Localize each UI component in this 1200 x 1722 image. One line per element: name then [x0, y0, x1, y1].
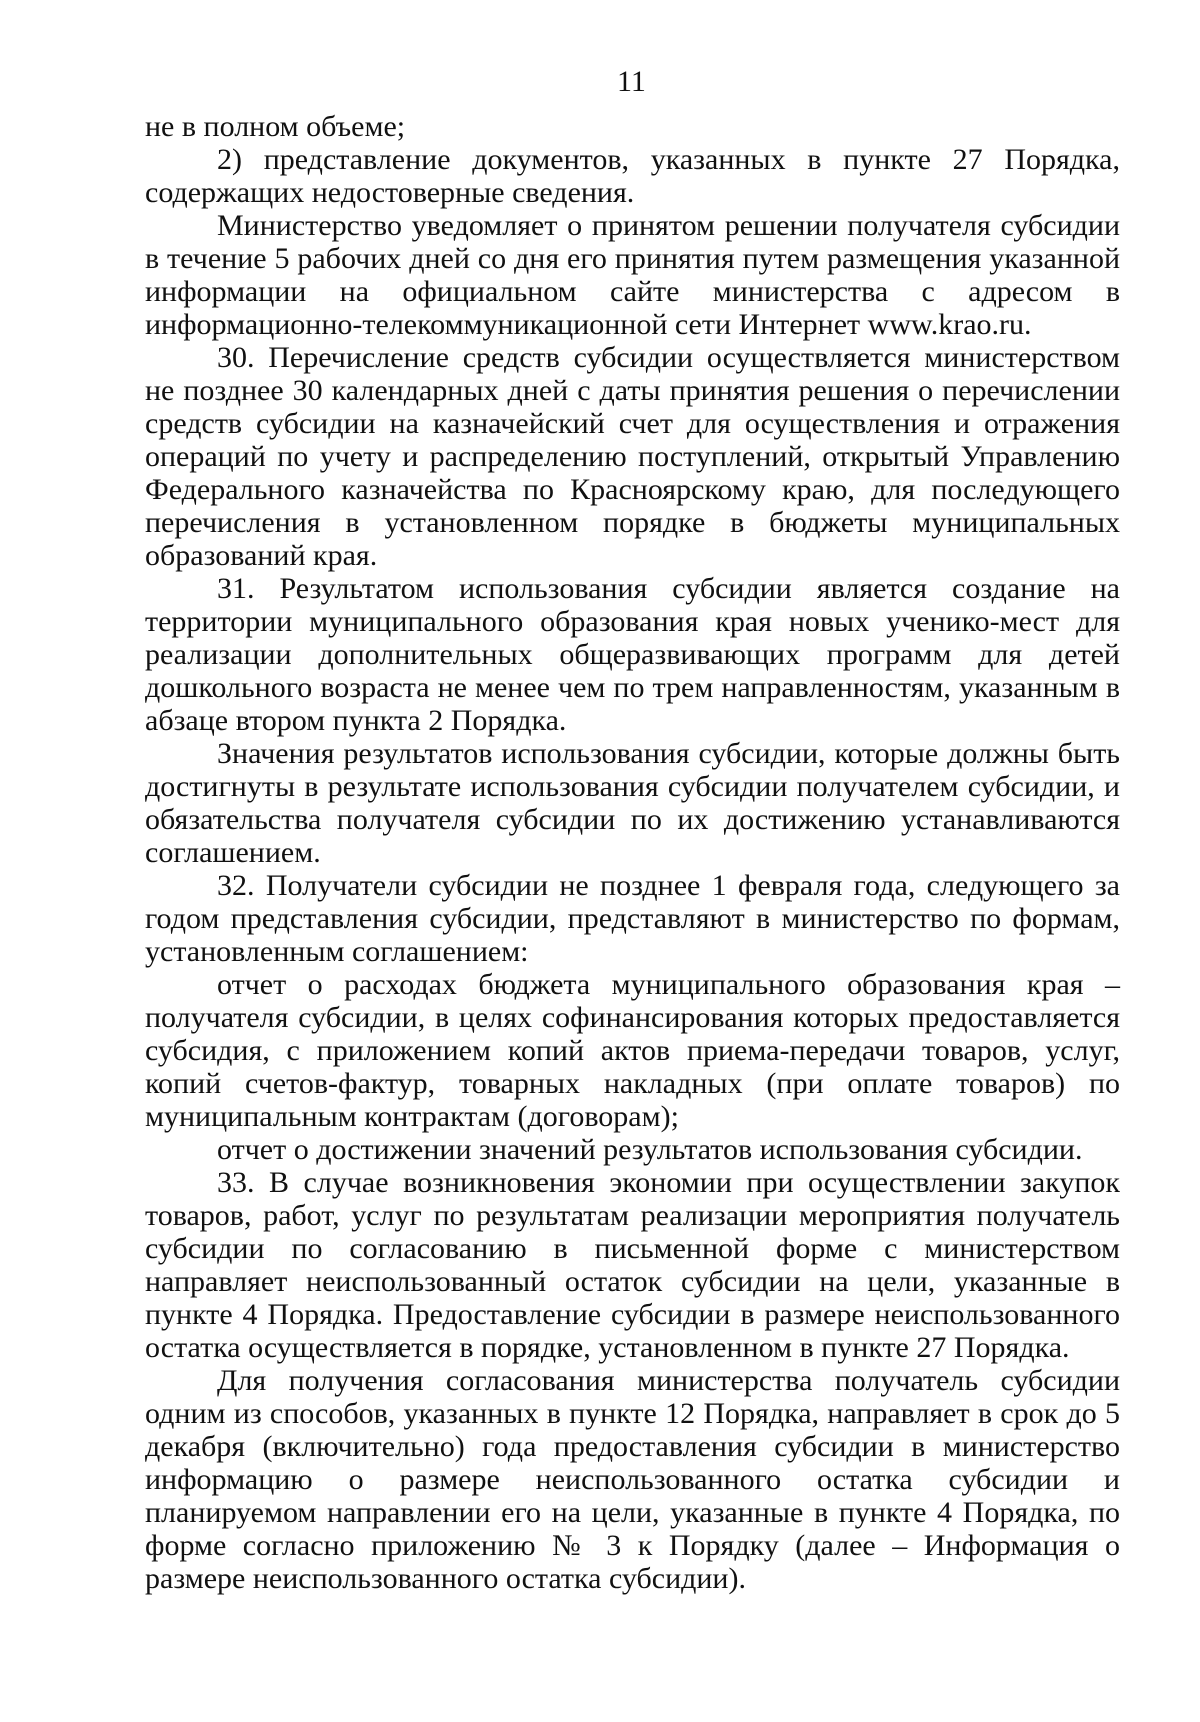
- paragraph-1: не в полном объеме;: [145, 110, 406, 143]
- paragraph-2: 2) представление документов, указанных в пункте 27 Порядка, содержащих недостоверные сведения.: [145, 143, 1120, 209]
- document-body: [145, 110, 1120, 1595]
- paragraph-approval-procedure: Для получения согласования министерства получатель субсидии одним из способов, указанных в пункте 12 Порядка, направляет в срок до 5 декабря (включительно) года предоставления субсидии в министерство информацию о размере неиспользованного остатка субсидии и планируемом направлении его на цели, указанные в пункте 4 Порядка, по форме согласно приложению № 3 к Порядку (далее – Информация о размере неиспользованного остатка субсидии).: [145, 1364, 1120, 1595]
- paragraph-item-31: 31. Результатом использования субсидии является создание на территории муниципального образования края новых ученико-мест для реализации дополнительных общеразвивающих программ для детей дошкольного возраста не менее чем по трем направленностям, указанным в абзаце втором пункта 2 Порядка.: [145, 572, 1120, 737]
- paragraph-item-30: 30. Перечисление средств субсидии осуществляется министерством не позднее 30 календарных дней с даты принятия решения о перечислении средств субсидии на казначейский счет для осуществления и отражения операций по учету и распределению поступлений, открытый Управлению Федерального казначейства по Красноярскому краю, для последующего перечисления в установленном порядке в бюджеты муниципальных образований края.: [145, 341, 1120, 572]
- paragraph-achievement-report: отчет о достижении значений результатов использования субсидии.: [217, 1133, 1083, 1166]
- paragraph-item-33: 33. В случае возникновения экономии при осуществлении закупок товаров, работ, услуг по результатам реализации мероприятия получатель субсидии по согласованию в письменной форме с министерством направляет неиспользованный остаток субсидии на цели, указанные в пункте 4 Порядка. Предоставление субсидии в размере неиспользованного остатка осуществляется в порядке, установленном в пункте 27 Порядка.: [145, 1166, 1120, 1364]
- paragraph-results-values: Значения результатов использования субсидии, которые должны быть достигнуты в результате использования субсидии получателем субсидии, и обязательства получателя субсидии по их достижению устанавливаются соглашением.: [145, 737, 1120, 869]
- paragraph-item-32: 32. Получатели субсидии не позднее 1 февраля года, следующего за годом представления субсидии, представляют в министерство по формам, установленным соглашением:: [145, 869, 1120, 968]
- paragraph-expense-report: отчет о расходах бюджета муниципального образования края – получателя субсидии, в целях софинансирования которых предоставляется субсидия, с приложением копий актов приема-передачи товаров, услуг, копий счетов-фактур, товарных накладных (при оплате товаров) по муниципальным контрактам (договорам);: [145, 968, 1120, 1133]
- paragraph-3: Министерство уведомляет о принятом решении получателя субсидии в течение 5 рабочих дней со дня его принятия путем размещения указанной информации на официальном сайте министерства с адресом в информационно-телекоммуникационной сети Интернет www.krao.ru.: [145, 209, 1120, 341]
- page-number: 11: [617, 65, 646, 98]
